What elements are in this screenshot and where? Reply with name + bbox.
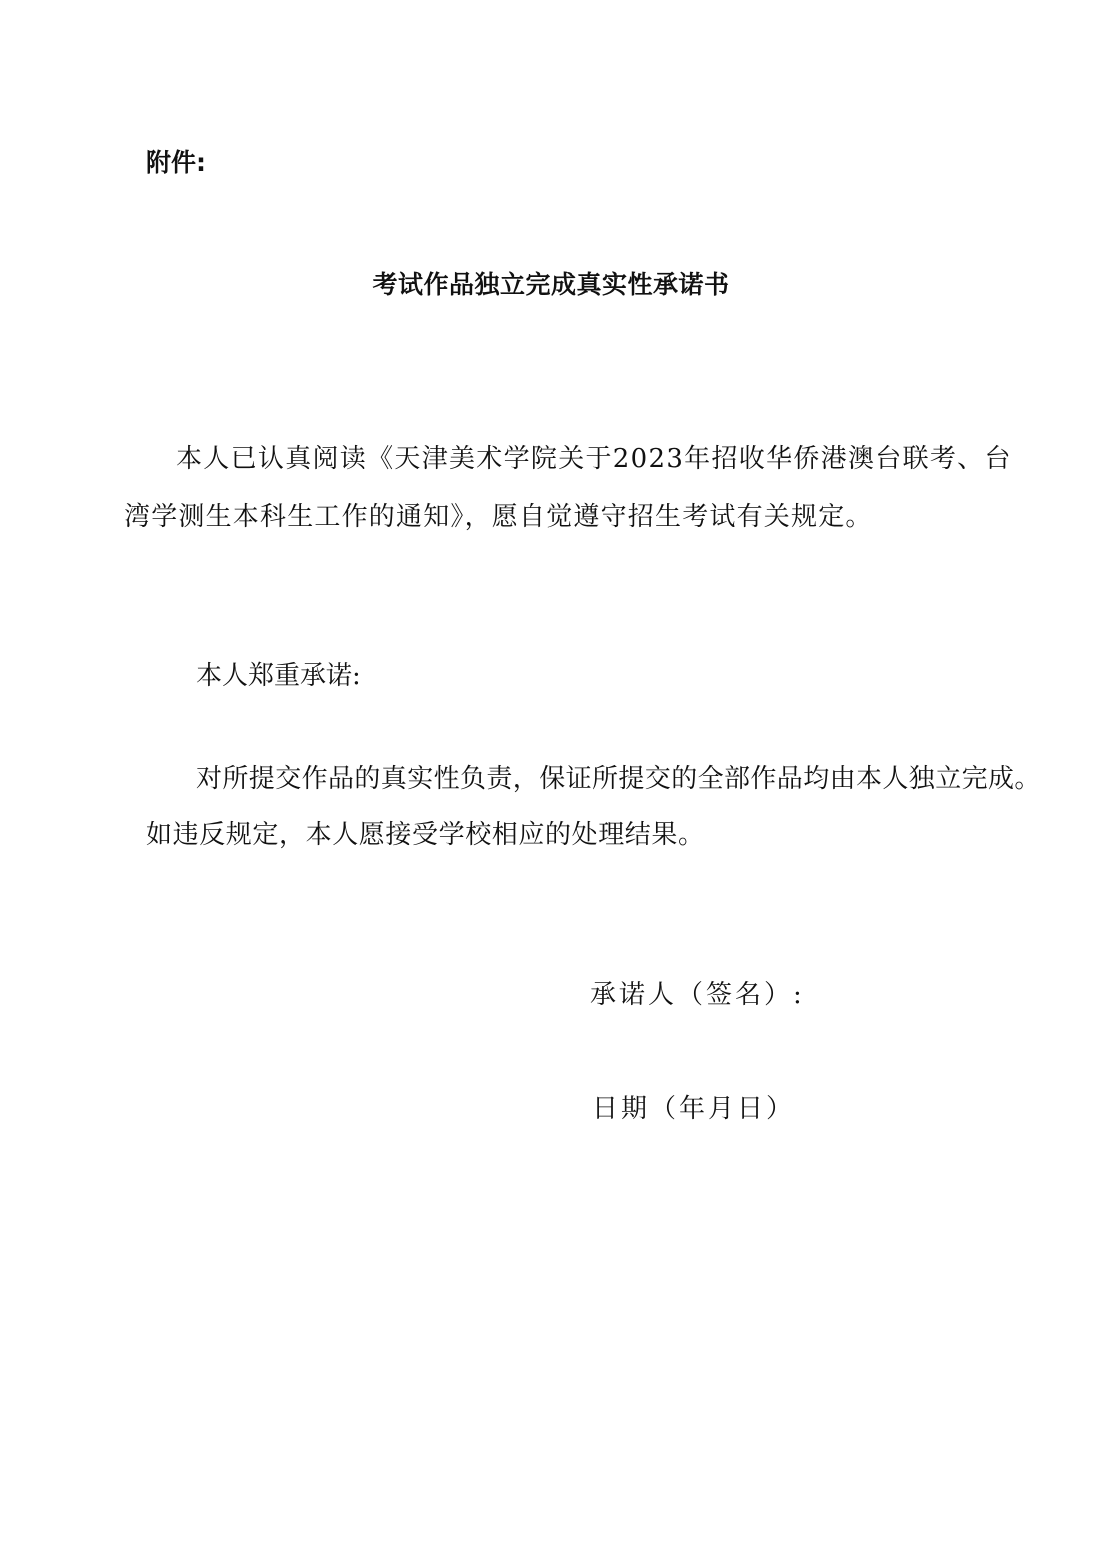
pledge-intro: 本人郑重承诺: [196,661,361,691]
paragraph-2-line-1: 对所提交作品的真实性负责，保证所提交的全部作品均由本人独立完成。 [196,764,1041,794]
document-title: 考试作品独立完成真实性承诺书 [372,270,730,299]
paragraph-1-line-1: 本人已认真阅读《天津美术学院关于2023年招收华侨港澳台联考、台 [176,444,1012,474]
paragraph-2-line-2: 如违反规定，本人愿接受学校相应的处理结果。 [146,820,705,850]
signer-label: 承诺人（签名）: [590,980,805,1010]
attachment-label: 附件: [146,148,206,177]
paragraph-1-line-2: 湾学测生本科生工作的通知》，愿自觉遵守招生考试有关规定。 [124,502,873,532]
date-label: 日期（年月日） [592,1094,796,1124]
